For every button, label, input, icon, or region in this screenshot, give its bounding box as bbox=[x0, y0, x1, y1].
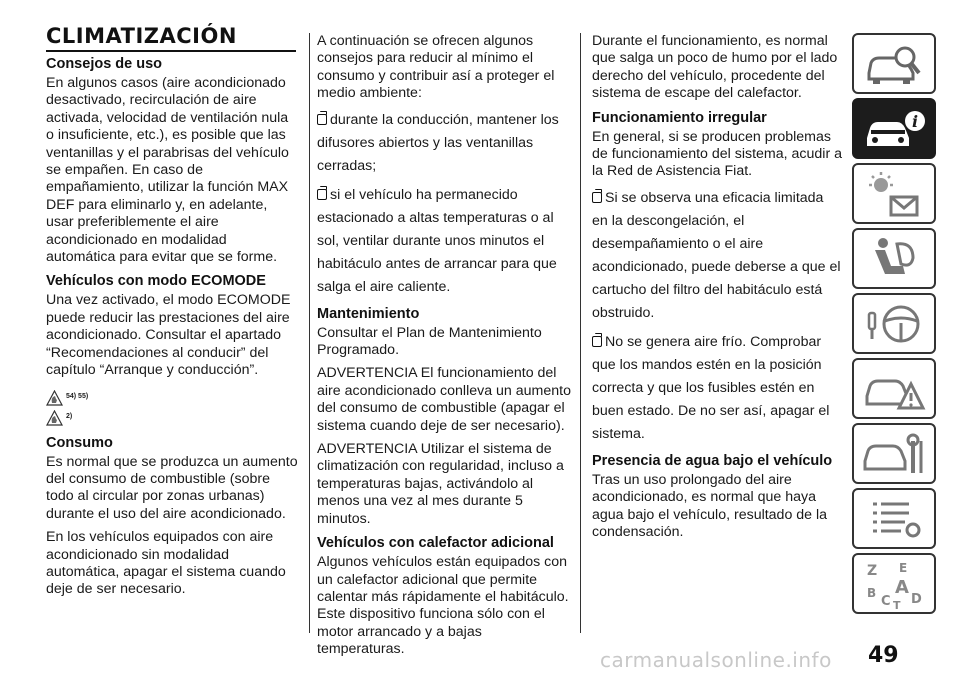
column-2 bbox=[317, 33, 573, 665]
index-letter: B bbox=[867, 585, 877, 600]
bullet-text: Si se observa una eficacia limitada en la descongelación, el desempañamiento o el aire acondicionado, puede deberse a que el cartucho del filtro del habitáculo está obstruido. bbox=[592, 189, 841, 321]
specifications-list-icon bbox=[861, 494, 927, 544]
paragraph-calefactor: Algunos vehículos están equipados con un calefactor adicional que permite calentar más rápidamente el habitáculo. Este dispositivo funciona sólo con el motor arrancado y a bajas temperaturas. bbox=[317, 554, 569, 658]
bullet-text: si el vehículo ha permanecido estacionado a altas temperaturas o al sol, ventilar durante unos minutos el habitáculo antes de arrancar para que salga el aire caliente. bbox=[317, 186, 557, 295]
index-letter: Z bbox=[867, 562, 878, 579]
paragraph-ecomode: Una vez activado, el modo ECOMODE puede reducir las prestaciones del aire acondicionado. Consultar el apartado “Recomendaciones al conducir” del capítulo “Arranque y conducción”. bbox=[46, 292, 291, 379]
chapter-tabs bbox=[852, 33, 938, 618]
car-accident-icon bbox=[861, 364, 927, 414]
heading-mantenimiento: Mantenimiento bbox=[317, 305, 420, 322]
tab-steering-wheel[interactable] bbox=[852, 293, 936, 354]
heading-calefactor: Vehículos con calefactor adicional bbox=[317, 535, 554, 552]
checkbox-bullet-icon bbox=[592, 192, 602, 203]
steering-wheel-icon bbox=[861, 299, 927, 349]
warning-reference-row bbox=[46, 386, 298, 406]
heading-ecomode: Vehículos con modo ECOMODE bbox=[46, 273, 266, 290]
tab-car-maintenance[interactable] bbox=[852, 423, 936, 484]
paragraph-agua: Tras un uso prolongado del aire acondicionado, es normal que haya agua bajo el vehículo, resultado de la condensación. bbox=[592, 471, 828, 541]
index-letters-icon bbox=[861, 559, 927, 609]
column-1 bbox=[46, 55, 298, 605]
bullet-text: No se genera aire frío. Comprobar que los mandos estén en la posición correcta y que los fusibles estén en buen estado. De no ser así, apagar el sistema. bbox=[592, 333, 830, 442]
index-letter: T bbox=[893, 598, 901, 609]
column-3 bbox=[592, 33, 842, 547]
tab-warning-lights[interactable] bbox=[852, 163, 936, 224]
column-divider bbox=[580, 33, 581, 633]
warning-lights-icon bbox=[861, 169, 927, 219]
paragraph-consumo-2: En los vehículos equipados con aire acondicionado sin modalidad automática, apagar el sistema cuando deje de ser necesario. bbox=[46, 529, 286, 598]
index-letter: A bbox=[895, 576, 909, 598]
column-divider bbox=[309, 33, 310, 633]
page-title: CLIMATIZACIÓN bbox=[46, 24, 296, 52]
warning-reference-row bbox=[46, 406, 298, 426]
checkbox-bullet-icon bbox=[592, 336, 602, 347]
checkbox-bullet-icon bbox=[317, 189, 327, 200]
tab-car-accident[interactable] bbox=[852, 358, 936, 419]
paragraph-intro: A continuación se ofrecen algunos consejos para reducir al mínimo el consumo y contribuir así a proteger el medio ambiente: bbox=[317, 33, 555, 102]
reference-text: 54) 55) bbox=[66, 393, 89, 401]
car-maintenance-icon bbox=[861, 429, 927, 479]
tab-car-search[interactable] bbox=[852, 33, 936, 94]
page-number: 49 bbox=[868, 643, 899, 668]
tab-specifications[interactable] bbox=[852, 488, 936, 549]
paragraph-advertencia-2: ADVERTENCIA Utilizar el sistema de climatización con regularidad, incluso a temperaturas bajas, activándolo al menos una vez al mes durante 5 minutos. bbox=[317, 441, 564, 527]
heading-agua: Presencia de agua bajo el vehículo bbox=[592, 452, 833, 469]
paragraph-consumo-1: Es normal que se produzca un aumento del consumo de combustible (sobre todo al circular por zonas urbanas) durante el uso del aire acondicionado. bbox=[46, 453, 298, 522]
watermark: carmanualsonline.info bbox=[600, 648, 832, 672]
bullet-text: durante la conducción, mantener los difusores abiertos y las ventanillas cerradas; bbox=[317, 111, 559, 174]
reference-text: 2) bbox=[66, 413, 73, 421]
warning-hand-icon bbox=[46, 390, 63, 406]
index-letter: C bbox=[881, 593, 891, 609]
paragraph-consejos: En algunos casos (aire acondicionado desactivado, recirculación de aire activada, velocidad de ventilación nula o insuficiente, etc.), es posible que las ventanillas y el parabrisas del vehículo se empañen. En caso de empañamiento, utilizar la función MAX DEF para eliminarlo y, en adelante, usar preferiblemente el aire acondicionado en modalidad automática para evitar que se forme. bbox=[46, 75, 289, 266]
car-search-icon bbox=[861, 39, 927, 89]
warning-references bbox=[46, 386, 298, 426]
checkbox-bullet-icon bbox=[317, 114, 327, 125]
heading-irregular: Funcionamiento irregular bbox=[592, 109, 767, 126]
bullet-item bbox=[317, 184, 573, 299]
car-info-icon bbox=[861, 104, 927, 154]
paragraph-mantenimiento: Consultar el Plan de Mantenimiento Programado. bbox=[317, 324, 542, 359]
index-letter: D bbox=[911, 591, 922, 607]
heading-consejos: Consejos de uso bbox=[46, 56, 163, 72]
tab-car-info[interactable] bbox=[852, 98, 936, 159]
paragraph-advertencia-1: ADVERTENCIA El funcionamiento del aire acondicionado conlleva un aumento del consumo de combustible (apagar el sistema cuando deje de ser necesario). bbox=[317, 365, 571, 434]
tab-seat-airbag[interactable] bbox=[852, 228, 936, 289]
seat-airbag-icon bbox=[861, 234, 927, 284]
warning-hand-icon bbox=[46, 410, 63, 426]
svg-text:i: i bbox=[911, 111, 919, 131]
bullet-item bbox=[592, 187, 842, 325]
tab-index[interactable] bbox=[852, 553, 936, 614]
paragraph-irregular: En general, si se producen problemas de funcionamiento del sistema, acudir a la Red de Asistencia Fiat. bbox=[592, 128, 842, 180]
index-letter: E bbox=[899, 560, 908, 575]
paragraph-humo: Durante el funcionamiento, es normal que salga un poco de humo por el lado derecho del vehículo, procedente del sistema de escape del calefactor. bbox=[592, 33, 838, 102]
bullet-item bbox=[317, 109, 573, 178]
bullet-item bbox=[592, 331, 842, 446]
heading-consumo: Consumo bbox=[46, 434, 113, 451]
